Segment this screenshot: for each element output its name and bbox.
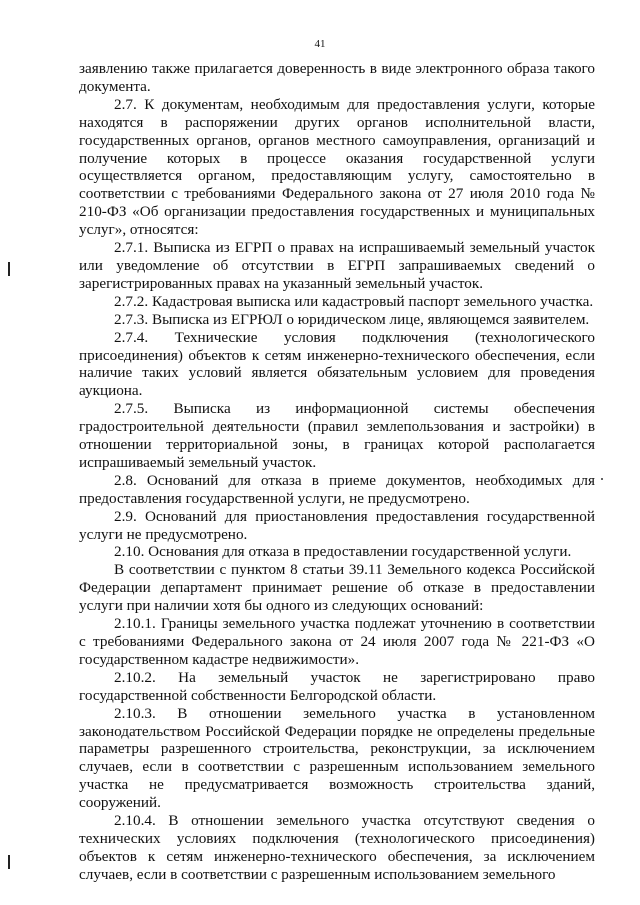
paragraph: 2.7. К документам, необходимым для предоставления услуги, которые находятся в распоряжении других органов исполнительной власти, государственных органов, органов местного самоуправления, организаций и получение которых в процессе оказания государственной услуги осуществляется органом, предоставляющим услугу, самостоятельно в соответствии с требованиями Федерального закона от 27 июля 2010 года № 210-ФЗ «Об организации предоставления государственных и муниципальных услуг», относятся: xyxy=(79,95,595,239)
page-number: 41 xyxy=(314,38,326,50)
paragraph: 2.7.4. Технические условия подключения (технологического присоединения) объектов к сетям инженерно-технического обеспечения, если наличие таких условий является обязательным условием для проведения аукциона. xyxy=(79,328,595,400)
paragraph: 2.9. Оснований для приостановления предоставления государственной услуги не предусмотрено. xyxy=(79,507,595,543)
paragraph: В соответствии с пунктом 8 статьи 39.11 Земельного кодекса Российской Федерации департамент принимает решение об отказе в предоставлении услуги при наличии хотя бы одного из следующих оснований: xyxy=(79,561,595,615)
scan-speck xyxy=(601,478,603,480)
paragraph: 2.8. Оснований для отказа в приеме документов, необходимых для предоставления государственной услуги, не предусмотрено. xyxy=(79,471,595,507)
paragraph: 2.10. Основания для отказа в предоставлении государственной услуги. xyxy=(114,543,572,561)
scan-edge-mark xyxy=(8,262,10,276)
paragraph: 2.7.5. Выписка из информационной системы обеспечения градостроительной деятельности (правил землепользования и застройки) в отношении территориальной зоны, в границах которой располагается испрашиваемый земельный участок. xyxy=(79,400,595,471)
scan-edge-mark xyxy=(8,855,10,869)
paragraph: 2.10.4. В отношении земельного участка отсутствуют сведения о технических условиях подключения (технологического присоединения) объектов к сетям инженерно-технического обеспечения, за исключением случаев, если в соответствии с разрешенным использованием земельного xyxy=(79,812,595,883)
paragraph: заявлению также прилагается доверенность в виде электронного образа такого документа. xyxy=(79,60,595,95)
paragraph: 2.7.2. Кадастровая выписка или кадастровый паспорт земельного участка. xyxy=(114,292,594,310)
paragraph: 2.7.3. Выписка из ЕГРЮЛ о юридическом лице, являющемся заявителем. xyxy=(114,310,590,328)
paragraph: 2.7.1. Выписка из ЕГРП о правах на испрашиваемый земельный участок или уведомление об отсутствии в ЕГРП запрашиваемых сведений о зарегистрированных правах на указанный земельный участок. xyxy=(79,239,595,292)
paragraph: 2.10.3. В отношении земельного участка в установленном законодательством Российской Федерации порядке не определены предельные параметры разрешенного строительства, реконструкции, за исключением случаев, если в соответствии с разрешенным использованием земельного участка не предусматривается возможность строительства зданий, сооружений. xyxy=(79,704,595,812)
document-body xyxy=(79,60,595,884)
paragraph: 2.10.2. На земельный участок не зарегистрировано право государственной собственности Белгородской области. xyxy=(79,668,595,704)
paragraph: 2.10.1. Границы земельного участка подлежат уточнению в соответствии с требованиями Федерального закона от 24 июля 2007 года № 221-ФЗ «О государственном кадастре недвижимости». xyxy=(79,615,595,668)
